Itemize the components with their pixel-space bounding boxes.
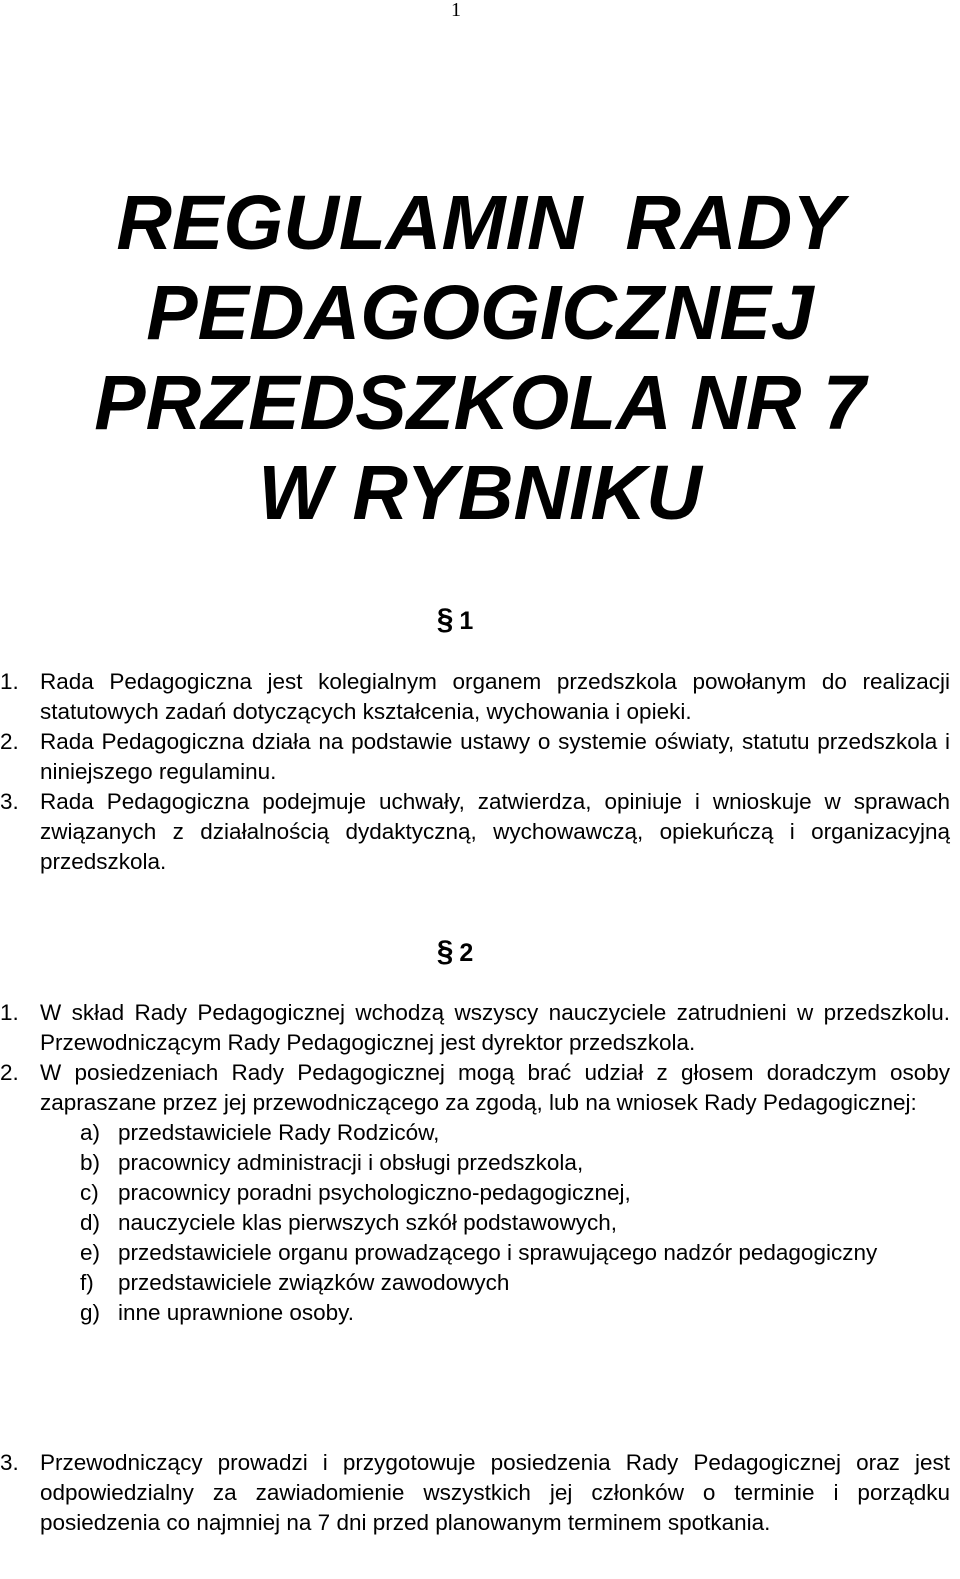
list-item [0, 727, 950, 787]
sub-list-item [0, 1298, 950, 1328]
item-number: 1. [0, 1000, 19, 1025]
item-text: W posiedzeniach Rady Pedagogicznej mogą brać udział z głosem doradczym osoby zapraszane przez jej przewodniczącego za zgodą, lub na wniosek Rady Pedagogicznej: [40, 1060, 950, 1115]
section-2-list-continued [0, 1448, 950, 1538]
sub-item-letter: g) [80, 1300, 101, 1325]
list-item [0, 1058, 950, 1328]
title-line-1: REGULAMIN RADY [116, 180, 844, 266]
sub-item-text: pracownicy poradni psychologiczno-pedagogicznej, [118, 1180, 631, 1205]
title-line-2: PEDAGOGICZNEJ [146, 270, 814, 356]
list-item [0, 998, 950, 1058]
item-text: W skład Rady Pedagogicznej wchodzą wszyscy nauczyciele zatrudnieni w przedszkolu. Przewodniczącym Rady Pedagogicznej jest dyrektor przedszkola. [40, 1000, 950, 1055]
sub-item-text: przedstawiciele Rady Rodziców, [118, 1120, 440, 1145]
sub-list [40, 1118, 950, 1328]
sub-item-letter: c) [80, 1180, 99, 1205]
sub-item-letter: f) [80, 1270, 94, 1295]
item-text: Rada Pedagogiczna działa na podstawie ustawy o systemie oświaty, statutu przedszkola i niniejszego regulaminu. [40, 729, 950, 784]
section-1-list [0, 667, 950, 877]
sub-list-item [0, 1178, 950, 1208]
sub-list-item [0, 1238, 950, 1268]
section-heading-1 [0, 605, 910, 636]
item-number: 2. [0, 729, 19, 754]
title-line-3: PRZEDSZKOLA NR 7 [94, 360, 866, 446]
item-number: 3. [0, 789, 19, 814]
section-symbol: § [436, 603, 454, 636]
item-number: 2. [0, 1060, 19, 1085]
sub-item-letter: b) [80, 1150, 101, 1175]
list-item [0, 1448, 950, 1538]
sub-item-letter: e) [80, 1240, 101, 1265]
section-symbol: § [436, 935, 454, 968]
item-number: 3. [0, 1450, 19, 1475]
item-text: Przewodniczący prowadzi i przygotowuje posiedzenia Rady Pedagogicznej oraz jest odpowiedzialny za zawiadomienie wszystkich jej członków o terminie i porządku posiedzenia co najmniej na 7 dni przed planowanym terminem spotkania. [40, 1450, 950, 1535]
sub-item-letter: d) [80, 1210, 101, 1235]
item-text: Rada Pedagogiczna jest kolegialnym organem przedszkola powołanym do realizacji statutowych zadań dotyczących kształcenia, wychowania i opieki. [40, 669, 950, 724]
sub-list-item [0, 1268, 950, 1298]
sub-item-text: przedstawiciele organu prowadzącego i sprawującego nadzór pedagogiczny [118, 1240, 878, 1265]
section-number: 1 [459, 607, 474, 635]
title-line-4: W RYBNIKU [258, 450, 702, 536]
sub-item-text: przedstawiciele związków zawodowych [118, 1270, 510, 1295]
item-text: Rada Pedagogiczna podejmuje uchwały, zatwierdza, opiniuje i wnioskuje w sprawach związanych z działalnością dydaktyczną, wychowawczą, opiekuńczą i organizacyjną przedszkola. [40, 789, 950, 874]
document-title [0, 178, 960, 538]
sub-list-item [0, 1208, 950, 1238]
list-item [0, 787, 950, 877]
section-number: 2 [459, 939, 474, 967]
sub-item-text: pracownicy administracji i obsługi przedszkola, [118, 1150, 584, 1175]
section-heading-2 [0, 937, 910, 968]
sub-item-text: nauczyciele klas pierwszych szkół podstawowych, [118, 1210, 617, 1235]
sub-list-item [0, 1148, 950, 1178]
section-2-list [0, 998, 950, 1328]
page-number: 1 [451, 0, 461, 21]
sub-item-letter: a) [80, 1120, 101, 1145]
sub-list-item [0, 1118, 950, 1148]
sub-item-text: inne uprawnione osoby. [118, 1300, 354, 1325]
list-item [0, 667, 950, 727]
item-number: 1. [0, 669, 19, 694]
